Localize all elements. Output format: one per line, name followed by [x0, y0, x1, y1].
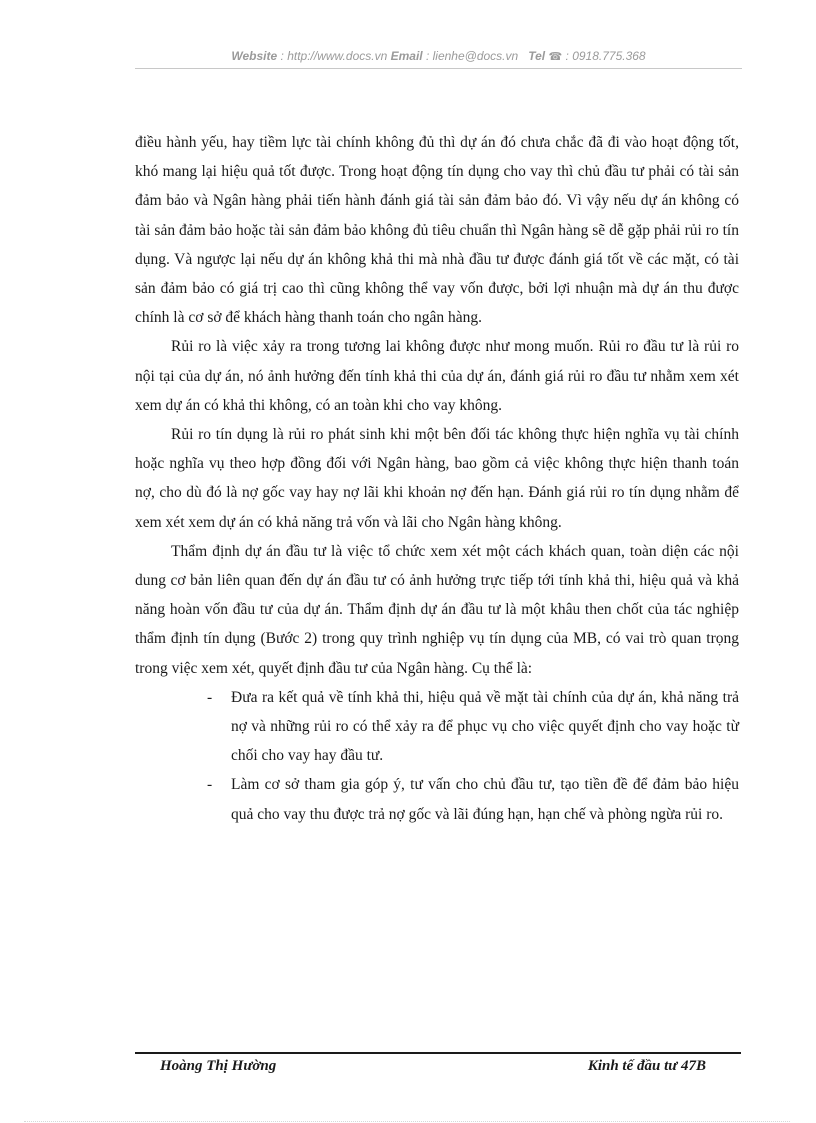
paragraph-4: Thẩm định dự án đầu tư là việc tổ chức xem xét một cách khách quan, toàn diện các nội dung cơ bản liên quan đến dự án đầu tư có ảnh hưởng trực tiếp tới tính khả thi, hiệu quả và khả năng hoàn vốn đầu tư của dự án. Thẩm định dự án đầu tư là một khâu then chốt của tác nghiệp thẩm định tín dụng (Bước 2) trong quy trình nghiệp vụ tín dụng của MB, có vai trò quan trọng trong việc xem xét, quyết định đầu tư của Ngân hàng. Cụ thể là: — [135, 542, 739, 677]
footer-author: Hoàng Thị Hường — [160, 1058, 277, 1074]
website-label: Website — [231, 49, 278, 63]
email-label: Email — [390, 49, 423, 63]
email-value: lienhe@docs.vn — [432, 49, 519, 63]
list-item — [135, 770, 739, 828]
page-footer — [160, 1054, 706, 1078]
list-item-text: Làm cơ sở tham gia góp ý, tư vấn cho chủ đầu tư, tạo tiền đề để đảm bảo hiệu quả cho vay thu được trả nợ gốc và lãi đúng hạn, hạn chế và phòng ngừa rủi ro. — [231, 776, 739, 823]
website-separator: : — [277, 49, 288, 63]
list-item — [135, 683, 739, 771]
bullet-list — [135, 683, 739, 829]
bullet-dash: - — [207, 776, 213, 794]
page-edge-divider — [24, 1121, 790, 1122]
email-separator: : — [422, 49, 433, 63]
tel-label: Tel — [528, 49, 546, 63]
paragraph-1: điều hành yếu, hay tiềm lực tài chính không đủ thì dự án đó chưa chắc đã đi vào hoạt động tốt, khó mang lại hiệu quả tốt được. Trong hoạt động tín dụng cho vay thì chủ đầu tư phải có tài sản đảm bảo và Ngân hàng phải tiến hành đánh giá tài sản đảm bảo đó. Vì vậy nếu dự án không có tài sản đảm bảo hoặc tài sản đảm bảo không đủ tiêu chuẩn thì Ngân hàng sẽ dễ gặp phải rủi ro tín dụng. Và ngược lại nếu dự án không khả thi mà nhà đầu tư được đánh giá tốt về các mặt, có tài sản đảm bảo có giá trị cao thì cũng không thể vay vốn được, bởi lợi nhuận mà dự án thu được chính là cơ sở để khách hàng thanh toán cho ngân hàng. — [135, 134, 739, 327]
list-item-text: Đưa ra kết quả về tính khả thi, hiệu quả về mặt tài chính của dự án, khả năng trả nợ và những rủi ro có thể xảy ra để phục vụ cho việc quyết định cho vay hoặc từ chối cho vay hay đầu tư. — [231, 688, 739, 765]
paragraph-2: Rủi ro là việc xảy ra trong tương lai không được như mong muốn. Rủi ro đầu tư là rủi ro nội tại của dự án, nó ảnh hưởng đến tính khả thi của dự án, đánh giá rủi ro đầu tư nhằm xem xét xem dự án có khả thi không, có an toàn khi cho vay không. — [135, 338, 739, 414]
page-header — [135, 46, 742, 69]
website-value: http://www.docs.vn — [287, 49, 388, 63]
footer-class-name: Kinh tế đầu tư 47B — [587, 1058, 706, 1074]
tel-value: 0918.775.368 — [572, 49, 646, 63]
tel-separator: : — [562, 49, 573, 63]
phone-icon: ☎ — [548, 51, 563, 63]
document-body — [135, 128, 739, 829]
bullet-dash: - — [207, 688, 213, 706]
paragraph-3: Rủi ro tín dụng là rủi ro phát sinh khi một bên đối tác không thực hiện nghĩa vụ tài chính hoặc nghĩa vụ theo hợp đồng đối với Ngân hàng, bao gồm cả việc không thực hiện thanh toán nợ, cho dù đó là nợ gốc vay hay nợ lãi khi khoản nợ đến hạn. Đánh giá rủi ro tín dụng nhằm để xem xét xem dự án có khả năng trả vốn và lãi cho Ngân hàng không. — [135, 426, 739, 531]
